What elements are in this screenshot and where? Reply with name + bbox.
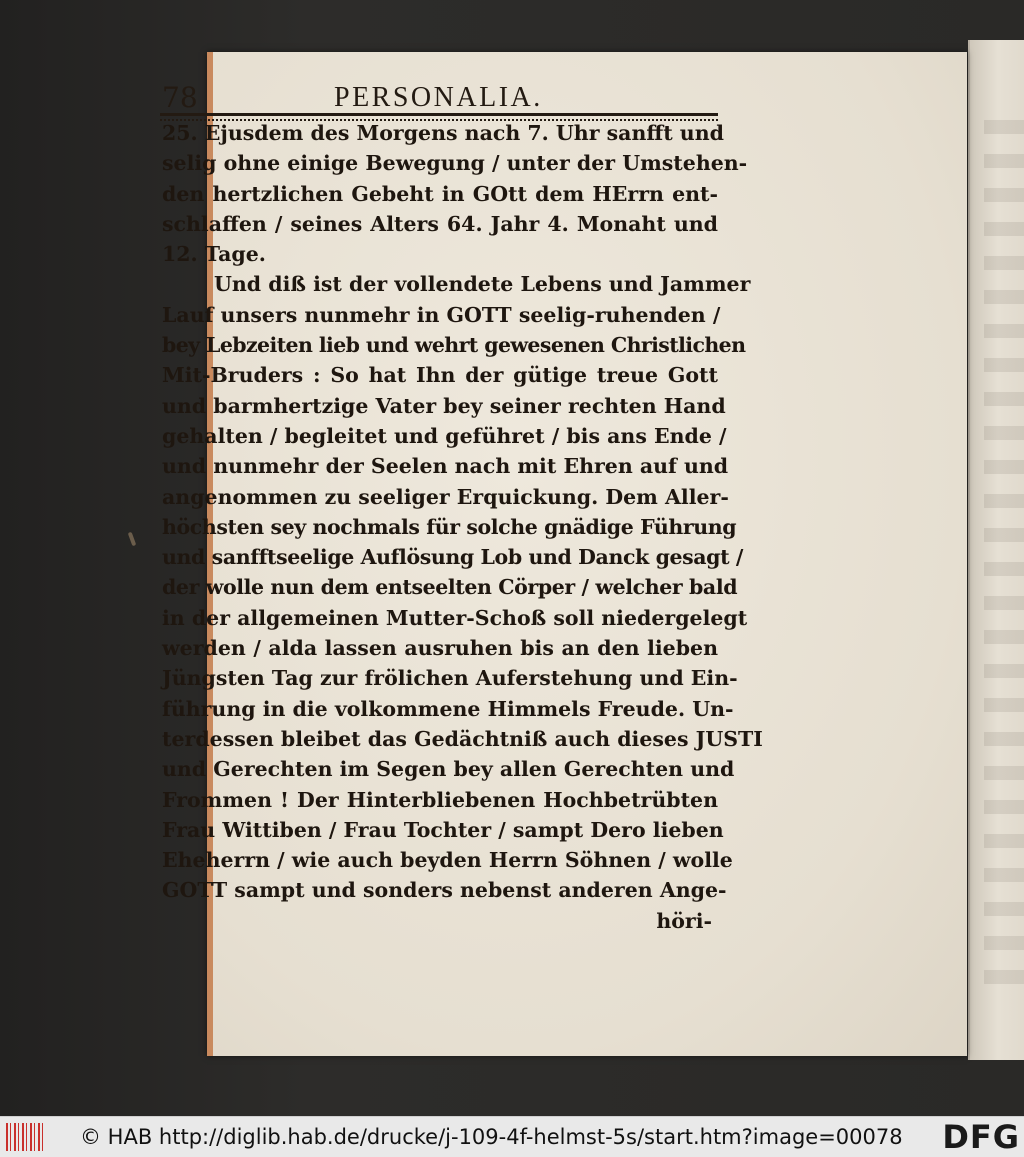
text-line: schlaffen / seines Alters 64. Jahr 4. Monaht und [162,211,718,236]
text-line: höchsten sey nochmals für solche gnädige Führung [162,514,737,539]
text-line: gehalten / begleitet und geführet / bis ans Ende / [162,423,727,448]
text-line: Frommen ! Der Hinterbliebenen Hochbetrübten [162,787,718,812]
text-line: bey Lebzeiten lieb und wehrt gewesenen Christlichen [162,333,746,358]
page-number: 78 [162,81,198,114]
hab-barcode-logo-icon [6,1123,46,1151]
text-line: und Gerechten im Segen bey allen Gerechten und [162,757,735,782]
source-url[interactable]: © HAB http://diglib.hab.de/drucke/j-109-4f-helmst-5s/start.htm?image=00078 [80,1125,903,1149]
text-line: selig ohne einige Bewegung / unter der Umstehen- [162,151,748,176]
catchword: höri- [656,908,712,933]
text-line: den hertzlichen Gebeht in GOtt dem HErrn ent- [162,181,718,206]
text-line: werden / alda lassen ausruhen bis an den lieben [162,636,718,661]
text-line: Und diß ist der vollendete Lebens und Jammer [214,272,751,297]
text-line: Eheherrn / wie auch beyden Herrn Söhnen / wolle [162,848,733,873]
text-line: und nunmehr der Seelen nach mit Ehren auf und [162,454,729,479]
text-line: Frau Wittiben / Frau Tochter / sampt Dero lieben [162,817,724,842]
text-line: der wolle nun dem entseelten Cörper / welcher bald [162,575,738,600]
text-line: Jüngsten Tag zur frölichen Auferstehung und Ein- [162,666,738,691]
page-header [162,78,718,114]
adjacent-page-edge [968,40,1024,1060]
text-line: führung in die volkommene Himmels Freude. Un- [162,696,734,721]
text-line: GOTT sampt und sonders nebenst anderen Ange- [162,878,727,903]
text-line: angenommen zu seeliger Erquickung. Dem Aller- [162,484,729,509]
body-text [162,118,763,936]
running-head: PERSONALIA. [334,82,543,113]
footer-bar [0,1116,1024,1157]
text-line: terdessen bleibet das Gedächtniß auch dieses JUSTI [162,726,763,751]
dfg-logo: DFG [938,1119,1020,1155]
text-line: Mit-Bruders : So hat Ihn der gütige treue Gott [162,363,718,388]
text-line: 25. Ejusdem des Morgens nach 7. Uhr sanfft und [162,121,724,145]
text-line: und sanfftseelige Auflösung Lob und Danck gesagt / [162,545,743,570]
text-line: Lauf unsers nunmehr in GOTT seelig-ruhenden / [162,302,721,327]
text-line: und barmhertzige Vater bey seiner rechten Hand [162,393,726,418]
text-line: in der allgemeinen Mutter-Schoß soll niedergelegt [162,605,748,630]
text-line: 12. Tage. [162,242,266,267]
